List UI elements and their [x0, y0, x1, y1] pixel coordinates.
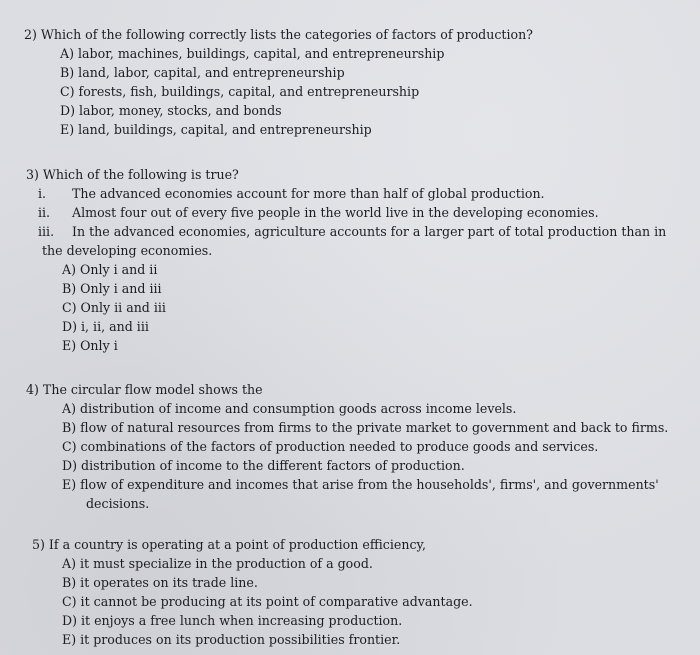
question-3-option-d: D) i, ii, and iii	[62, 319, 149, 334]
question-3-stem: 3) Which of the following is true?	[26, 167, 239, 182]
question-4-stem: 4) The circular flow model shows the	[26, 382, 263, 397]
question-5-option-a: A) it must specialize in the production of a good.	[62, 556, 373, 571]
question-2-option-b: B) land, labor, capital, and entrepreneurship	[60, 65, 345, 80]
question-2-option-e: E) land, buildings, capital, and entrepreneurship	[60, 122, 372, 137]
statement-text: Almost four out of every five people in the world live in the developing economies.	[72, 205, 599, 220]
question-2-option-a: A) labor, machines, buildings, capital, and entrepreneurship	[60, 46, 445, 61]
question-5-option-b: B) it operates on its trade line.	[62, 575, 258, 590]
question-3-statement-iii	[26, 222, 666, 241]
question-3-statement-i	[26, 184, 666, 203]
question-2-option-d: D) labor, money, stocks, and bonds	[60, 103, 282, 118]
question-3-option-a: A) Only i and ii	[62, 262, 158, 277]
question-3-option-e: E) Only i	[62, 338, 118, 353]
question-3-statement-iii-continuation: the developing economies.	[42, 243, 213, 258]
question-4	[26, 380, 668, 513]
statement-number: ii.	[38, 205, 51, 220]
question-5-option-e: E) it produces on its production possibilities frontier.	[62, 632, 401, 647]
statement-text: The advanced economies account for more than half of global production.	[72, 186, 545, 201]
question-3-statement-ii	[26, 203, 666, 222]
question-4-option-b: B) flow of natural resources from firms to the private market to government and back to firms.	[62, 420, 669, 435]
statement-number: i.	[38, 186, 47, 201]
question-4-option-e: E) flow of expenditure and incomes that arise from the households', firms', and governments'	[62, 477, 659, 492]
question-2-option-c: C) forests, fish, buildings, capital, and entrepreneurship	[60, 84, 420, 99]
question-3-option-b: B) Only i and iii	[62, 281, 162, 296]
statement-text: In the advanced economies, agriculture accounts for a larger part of total production than in	[72, 224, 667, 239]
question-4-option-e-continuation: decisions.	[86, 496, 150, 511]
statement-number: iii.	[38, 224, 55, 239]
question-2	[24, 25, 533, 139]
question-4-option-c: C) combinations of the factors of production needed to produce goods and services.	[62, 439, 599, 454]
question-4-option-d: D) distribution of income to the different factors of production.	[62, 458, 465, 473]
question-5	[32, 535, 473, 649]
question-5-option-d: D) it enjoys a free lunch when increasing production.	[62, 613, 403, 628]
question-4-option-a: A) distribution of income and consumption goods across income levels.	[62, 401, 517, 416]
question-2-stem: 2) Which of the following correctly lists the categories of factors of production?	[24, 27, 533, 42]
question-5-option-c: C) it cannot be producing at its point of comparative advantage.	[62, 594, 473, 609]
question-3-option-c: C) Only ii and iii	[62, 300, 166, 315]
question-3	[26, 165, 666, 355]
question-5-stem: 5) If a country is operating at a point of production efficiency,	[32, 537, 426, 552]
